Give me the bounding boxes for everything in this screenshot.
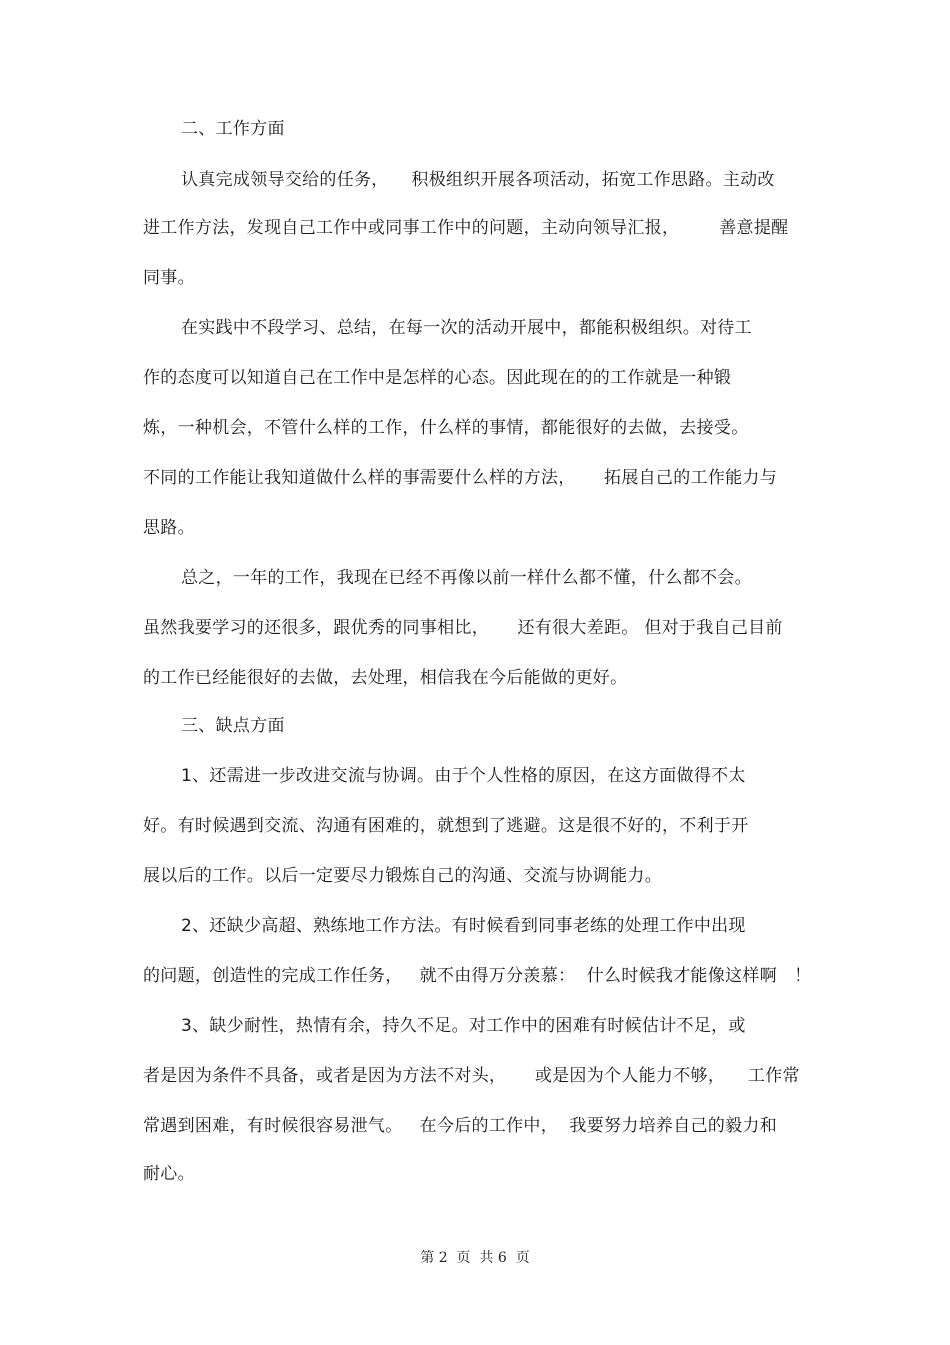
section-heading-work: 二、工作方面 [181,119,285,139]
paragraph-line: 的工作已经能很好的去做，去处理，相信我在今后能做的更好。 [143,668,628,688]
paragraph-line: 总之，一年的工作，我现在已经不再像以前一样什么都不懂，什么都不会。 [181,568,752,588]
paragraph-line: 在实践中不段学习、总结，在每一次的活动开展中，都能积极组织。对待工 [181,318,752,338]
paragraph-line: 耐心。 [143,1164,195,1184]
paragraph-line: 认真完成领导交给的任务， 积极组织开展各项活动，拓宽工作思路。主动改 [181,170,775,190]
paragraph-line: 进工作方法，发现自己工作中或同事工作中的问题，主动向领导汇报， 善意提醒 [143,218,789,238]
paragraph-line: 虽然我要学习的还很多，跟优秀的同事相比， 还有很大差距。 但对于我自己目前 [143,618,783,638]
paragraph-line: 炼，一种机会，不管什么样的工作，什么样的事情，都能很好的去做，去接受。 [143,418,749,438]
paragraph-line: 常遇到困难，有时候很容易泄气。 在今后的工作中， 我要努力培养自己的毅力和 [143,1116,778,1136]
section-heading-shortcomings: 三、缺点方面 [181,716,285,736]
paragraph-line: 好。有时候遇到交流、沟通有困难的，就想到了逃避。这是很不好的，不利于开 [143,816,749,836]
paragraph-line: 3、缺少耐性，热情有余，持久不足。对工作中的困难有时候估计不足，或 [181,1016,746,1036]
paragraph-line: 1、还需进一步改进交流与协调。由于个人性格的原因，在这方面做得不太 [181,766,746,786]
paragraph-line: 不同的工作能让我知道做什么样的事需要什么样的方法， 拓展自己的工作能力与 [143,468,778,488]
paragraph-line: 作的态度可以知道自己在工作中是怎样的心态。因此现在的的工作就是一种锻 [143,368,732,388]
paragraph-line: 同事。 [143,268,195,288]
paragraph-line: 者是因为条件不具备，或者是因为方法不对头， 或是因为个人能力不够， 工作常 [143,1066,800,1086]
paragraph-line: 展以后的工作。以后一定要尽力锻炼自己的沟通、交流与协调能力。 [143,866,662,886]
paragraph-line: 2、还缺少高超、熟练地工作方法。有时候看到同事老练的处理工作中出现 [181,916,746,936]
page-number-footer: 第 2 页 共 6 页 [420,1250,530,1266]
paragraph-line: 思路。 [143,518,195,538]
paragraph-line: 的问题，创造性的完成工作任务， 就不由得万分羡慕： 什么时候我才能像这样啊 ！ [143,966,812,986]
